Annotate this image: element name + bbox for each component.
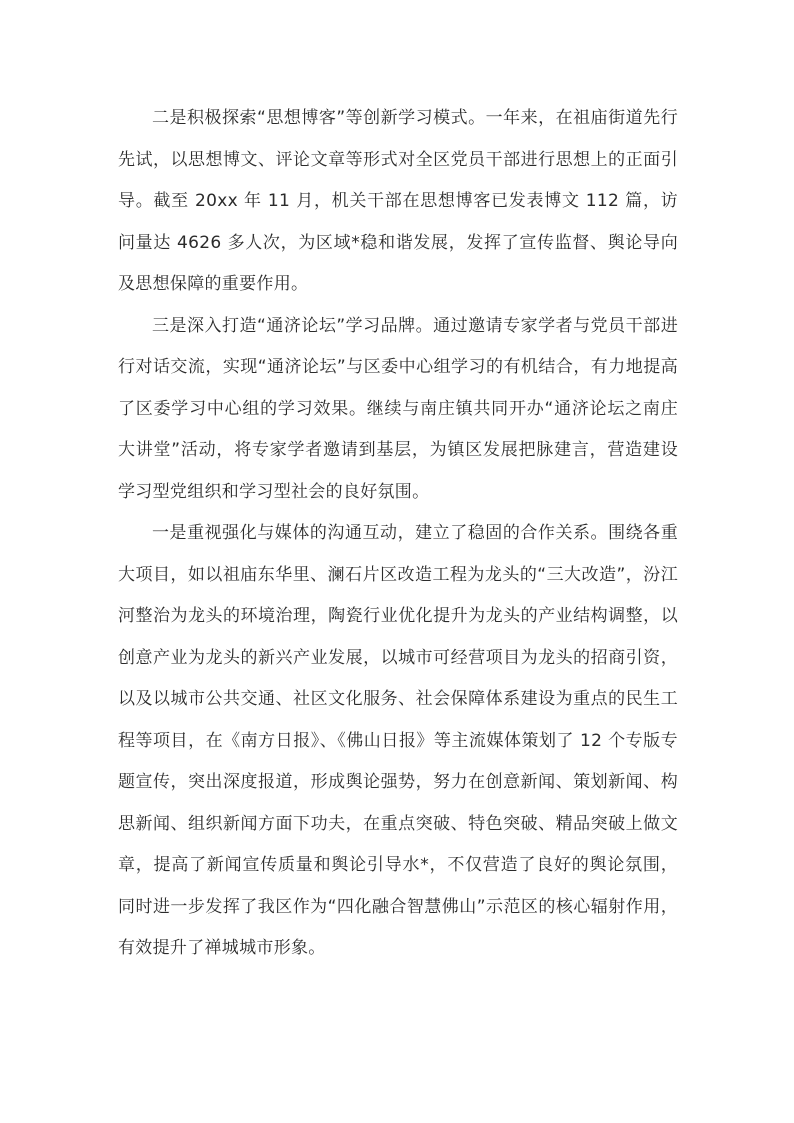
document-body bbox=[118, 98, 678, 970]
paragraph-media-interaction: 一是重视强化与媒体的沟通互动，建立了稳固的合作关系。围绕各重大项目，如以祖庙东华里、澜石片区改造工程为龙头的“三大改造”，汾江河整治为龙头的环境治理，陶瓷行业优化提升为龙头的产业结构调整，以创意产业为龙头的新兴产业发展，以城市可经营项目为龙头的招商引资，以及以城市公共交通、社区文化服务、社会保障体系建设为重点的民生工程等项目，在《南方日报》、《佛山日报》等主流媒体策划了 12 个专版专题宣传，突出深度报道，形成舆论强势，努力在创意新闻、策划新闻、构思新闻、组织新闻方面下功夫，在重点突破、特色突破、精品突破上做文章，提高了新闻宣传质量和舆论引导水*，不仅营造了良好的舆论氛围，同时进一步发挥了我区作为“四化融合智慧佛山”示范区的核心辐射作用，有效提升了禅城城市形象。 bbox=[118, 523, 678, 958]
paragraph-tongji-forum: 三是深入打造“通济论坛”学习品牌。通过邀请专家学者与党员干部进行对话交流，实现“通济论坛”与区委中心组学习的有机结合，有力地提高了区委学习中心组的学习效果。继续与南庄镇共同开办“通济论坛之南庄大讲堂”活动，将专家学者邀请到基层，为镇区发展把脉建言，营造建设学习型党组织和学习型社会的良好氛围。 bbox=[118, 315, 678, 502]
paragraph-thinking-blog: 二是积极探索“思想博客”等创新学习模式。一年来，在祖庙街道先行先试，以思想博文、评论文章等形式对全区党员干部进行思想上的正面引导。截至 20xx 年 11 月，机关干部在思想博客已发表博文 112 篇，访问量达 4626 多人次，为区域*稳和谐发展，发挥了宣传监督、舆论导向及思想保障的重要作用。 bbox=[118, 108, 678, 294]
